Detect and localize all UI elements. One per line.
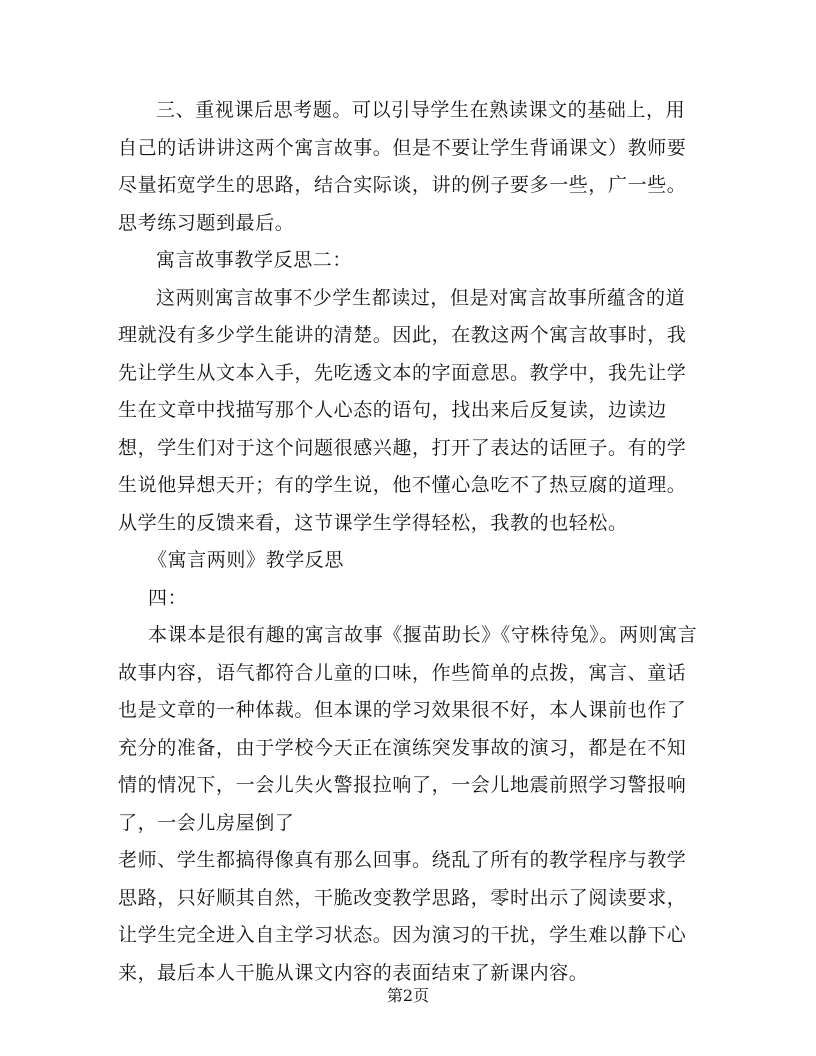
- document-body: [118, 92, 702, 992]
- paragraph-reflection-four-continued: 老师、学生都搞得像真有那么回事。绕乱了所有的教学程序与教学思路，只好顺其自然，干脆改变教学思路，零时出示了阅读要求，让学生完全进入自主学习状态。因为演习的干扰，学生难以静下心来，最后本人干脆从课文内容的表面结束了新课内容。: [118, 849, 687, 984]
- paragraph-reflection-two: 这两则寓言故事不少学生都读过，但是对寓言故事所蕴含的道理就没有多少学生能讲的清楚。因此，在教这两个寓言故事时，我先让学生从文本入手，先吃透文本的字面意思。教学中，我先让学生在文章中找描写那个人心态的语句，找出来后反复读，边读边想，学生们对于这个问题很感兴趣，打开了表达的话匣子。有的学生说他异想天开；有的学生说，他不懂心急吃不了热豆腐的道理。从学生的反馈来看，这节课学生学得轻松，我教的也轻松。: [118, 286, 687, 534]
- section-heading-reflection-two: 寓言故事教学反思二：: [156, 249, 353, 271]
- paragraph-reflection-four: 本课本是很有趣的寓言故事《揠苗助长》《守株待兔》。两则寓言故事内容，语气都符合儿童的口味，作些简单的点拨，寓言、童话也是文章的一种体裁。但本课的学习效果很不好，本人课前也作了充分的准备，由于学校今天正在演练突发事故的演习，都是在不知情的情况下，一会儿失火警报拉响了，一会儿地震前照学习警报响了，一会儿房屋倒了: [118, 624, 698, 834]
- section-heading-lesson-reflection: 《寓言两则》教学反思: [148, 549, 345, 571]
- page-number: 第2页: [386, 986, 430, 1005]
- section-heading-four: 四：: [148, 586, 188, 609]
- paragraph-key-point-three: 三、重视课后思考题。可以引导学生在熟读课文的基础上，用自己的话讲讲这两个寓言故事。但是不要让学生背诵课文）教师要尽量拓宽学生的思路，结合实际谈，讲的例子要多一些，广一些。思考练习题到最后。: [118, 99, 687, 234]
